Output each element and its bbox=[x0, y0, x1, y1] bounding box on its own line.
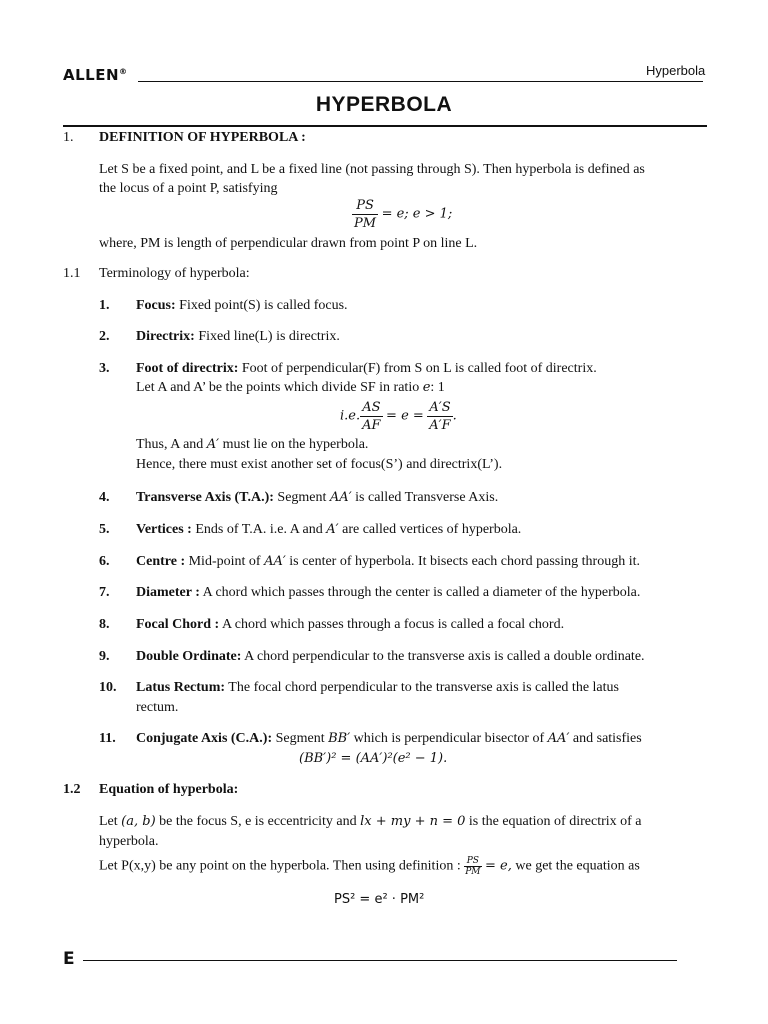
paragraph-line: Let S be a fixed point, and L be a fixed line (not passing through S). Then hyperbola is defined as bbox=[99, 162, 645, 177]
title-rule bbox=[63, 125, 707, 127]
list-item: Foot of directrix: Foot of perpendicular(F) from S on L is called foot of directrix. bbox=[136, 361, 597, 376]
item-number: 11. bbox=[99, 731, 116, 746]
item-number: 2. bbox=[99, 329, 110, 344]
header-topic: Hyperbola bbox=[646, 63, 706, 78]
section-heading: Equation of hyperbola: bbox=[99, 782, 239, 797]
section-number: 1.2 bbox=[63, 782, 81, 797]
ratio-equation: i.e. $\frac{AS}{AF}$ = e = $\frac{A'S}{A'F}$ . bbox=[340, 400, 457, 433]
eq-numerator: PS bbox=[352, 197, 378, 215]
item-number: 1. bbox=[99, 298, 110, 313]
page-title: HYPERBOLA bbox=[315, 93, 453, 116]
footer-rule bbox=[83, 960, 677, 961]
list-item: Centre : Mid-point of AA′ is center of hyperbola. It bisects each chord passing through it. bbox=[136, 554, 640, 569]
item-number: 3. bbox=[99, 361, 110, 376]
list-item: Vertices : Ends of T.A. i.e. A and A′ are called vertices of hyperbola. bbox=[136, 522, 522, 537]
conjugate-axis-equation: (BB′)² = (AA′)²(e² − 1). bbox=[299, 751, 448, 766]
section-number: 1.1 bbox=[63, 266, 81, 281]
list-item-line: Hence, there must exist another set of focus(S’) and directrix(L’). bbox=[136, 457, 503, 472]
item-number: 5. bbox=[99, 522, 110, 537]
brand-logo: ALLEN® bbox=[63, 66, 128, 84]
eq-denominator: PM bbox=[354, 216, 377, 231]
header-rule bbox=[138, 81, 703, 82]
list-item: Diameter : A chord which passes through the center is called a diameter of the hyperbola. bbox=[136, 585, 641, 600]
final-equation: PS² = e² · PM² bbox=[334, 892, 425, 907]
item-number: 10. bbox=[99, 680, 117, 695]
list-item: Transverse Axis (T.A.): Segment AA′ is called Transverse Axis. bbox=[136, 490, 499, 505]
list-item: Latus Rectum: The focal chord perpendicular to the transverse axis is called the latus bbox=[136, 680, 619, 695]
list-item: Conjugate Axis (C.A.): Segment BB′ which is perpendicular bisector of AA′ and satisfies bbox=[136, 731, 642, 746]
paragraph-line: the locus of a point P, satisfying bbox=[99, 181, 278, 196]
list-item: Focus: Fixed point(S) is called focus. bbox=[136, 298, 348, 313]
item-number: 6. bbox=[99, 554, 110, 569]
list-item-line: Thus, A and A′ must lie on the hyperbola. bbox=[136, 437, 369, 452]
list-item-line: rectum. bbox=[136, 700, 179, 715]
list-item-line: Let A and A’ be the points which divide SF in ratio e: 1 bbox=[136, 380, 445, 395]
footer-letter: E bbox=[63, 949, 75, 969]
section-heading: DEFINITION OF HYPERBOLA : bbox=[99, 130, 306, 145]
item-number: 9. bbox=[99, 649, 110, 664]
paragraph-line: hyperbola. bbox=[99, 834, 159, 849]
item-number: 7. bbox=[99, 585, 110, 600]
paragraph-line: where, PM is length of perpendicular drawn from point P on line L. bbox=[99, 236, 478, 251]
paragraph-line: Let P(x,y) be any point on the hyperbola. Then using definition : $\frac{PS}{PM}$ = e, we get the equation as bbox=[99, 856, 640, 877]
item-number: 4. bbox=[99, 490, 110, 505]
definition-equation bbox=[352, 197, 452, 232]
list-item: Directrix: Fixed line(L) is directrix. bbox=[136, 329, 340, 344]
section-heading: Terminology of hyperbola: bbox=[99, 266, 250, 281]
item-number: 8. bbox=[99, 617, 110, 632]
eq-rest: = e; e > 1; bbox=[381, 206, 453, 222]
section-number: 1. bbox=[63, 130, 74, 145]
list-item: Focal Chord : A chord which passes through a focus is called a focal chord. bbox=[136, 617, 565, 632]
list-item: Double Ordinate: A chord perpendicular to the transverse axis is called a double ordinate. bbox=[136, 649, 645, 664]
paragraph-line: Let (a, b) be the focus S, e is eccentricity and lx + my + n = 0 is the equation of directrix of a bbox=[99, 814, 642, 829]
